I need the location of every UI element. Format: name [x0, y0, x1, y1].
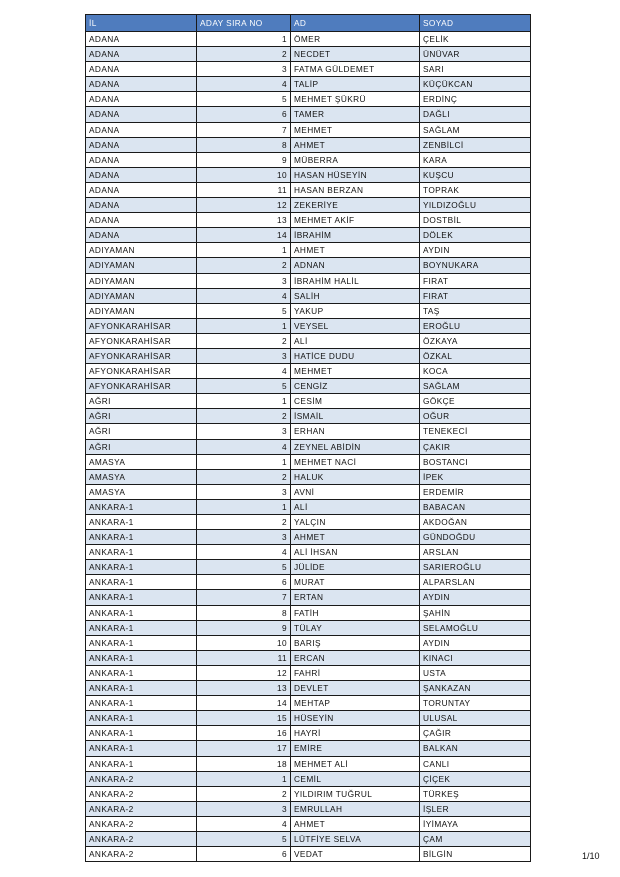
- cell-il: ANKARA-1: [86, 635, 197, 650]
- table-row: [86, 847, 531, 862]
- cell-sira-no: 4: [197, 439, 291, 454]
- cell-ad: MEHMET: [291, 122, 420, 137]
- table-row: [86, 288, 531, 303]
- table-row: [86, 650, 531, 665]
- cell-soyad: İŞLER: [420, 801, 531, 816]
- table-row: [86, 243, 531, 258]
- cell-sira-no: 3: [197, 530, 291, 545]
- table-row: [86, 786, 531, 801]
- cell-ad: HASAN BERZAN: [291, 182, 420, 197]
- cell-il: ANKARA-1: [86, 696, 197, 711]
- cell-il: ADANA: [86, 182, 197, 197]
- cell-soyad: AYDIN: [420, 243, 531, 258]
- cell-il: ADANA: [86, 137, 197, 152]
- cell-sira-no: 9: [197, 152, 291, 167]
- cell-ad: HALUK: [291, 469, 420, 484]
- cell-sira-no: 5: [197, 379, 291, 394]
- cell-ad: TÜLAY: [291, 620, 420, 635]
- table-row: [86, 213, 531, 228]
- header-soyad: SOYAD: [420, 15, 531, 32]
- table-row: [86, 801, 531, 816]
- cell-soyad: SARI: [420, 62, 531, 77]
- table-row: [86, 62, 531, 77]
- cell-sira-no: 10: [197, 167, 291, 182]
- cell-ad: NECDET: [291, 47, 420, 62]
- cell-soyad: BABACAN: [420, 499, 531, 514]
- cell-il: ANKARA-2: [86, 847, 197, 862]
- table-row: [86, 816, 531, 831]
- table-row: [86, 635, 531, 650]
- cell-soyad: SARIEROĞLU: [420, 560, 531, 575]
- cell-ad: AHMET: [291, 137, 420, 152]
- candidate-table: [85, 14, 531, 862]
- cell-sira-no: 3: [197, 348, 291, 363]
- cell-soyad: GÜNDOĞDU: [420, 530, 531, 545]
- cell-sira-no: 4: [197, 364, 291, 379]
- cell-il: ANKARA-1: [86, 665, 197, 680]
- cell-soyad: GÖKÇE: [420, 394, 531, 409]
- cell-sira-no: 3: [197, 801, 291, 816]
- cell-ad: ERTAN: [291, 590, 420, 605]
- cell-soyad: OĞUR: [420, 409, 531, 424]
- table-row: [86, 32, 531, 47]
- cell-sira-no: 2: [197, 47, 291, 62]
- cell-il: ADANA: [86, 77, 197, 92]
- cell-il: AĞRI: [86, 409, 197, 424]
- cell-ad: EMRULLAH: [291, 801, 420, 816]
- cell-sira-no: 2: [197, 786, 291, 801]
- cell-soyad: AKDOĞAN: [420, 515, 531, 530]
- cell-sira-no: 15: [197, 711, 291, 726]
- cell-soyad: KINACI: [420, 650, 531, 665]
- cell-il: ANKARA-1: [86, 681, 197, 696]
- cell-ad: FAHRİ: [291, 665, 420, 680]
- cell-soyad: DOSTBİL: [420, 213, 531, 228]
- cell-ad: TAMER: [291, 107, 420, 122]
- table-row: [86, 771, 531, 786]
- cell-soyad: ÇAM: [420, 831, 531, 846]
- cell-il: ANKARA-1: [86, 499, 197, 514]
- header-ad: AD: [291, 15, 420, 32]
- cell-sira-no: 1: [197, 243, 291, 258]
- cell-ad: AVNİ: [291, 484, 420, 499]
- table-row: [86, 333, 531, 348]
- cell-ad: MEHMET ALİ: [291, 756, 420, 771]
- cell-ad: MÜBERRA: [291, 152, 420, 167]
- cell-ad: ZEKERİYE: [291, 198, 420, 213]
- cell-soyad: FIRAT: [420, 273, 531, 288]
- table-row: [86, 198, 531, 213]
- cell-il: ANKARA-2: [86, 831, 197, 846]
- cell-ad: DEVLET: [291, 681, 420, 696]
- table-row: [86, 228, 531, 243]
- cell-soyad: ŞANKAZAN: [420, 681, 531, 696]
- cell-soyad: AYDIN: [420, 590, 531, 605]
- cell-soyad: ÜNÜVAR: [420, 47, 531, 62]
- cell-il: AFYONKARAHİSAR: [86, 348, 197, 363]
- cell-sira-no: 11: [197, 650, 291, 665]
- cell-ad: HATİCE DUDU: [291, 348, 420, 363]
- table-row: [86, 364, 531, 379]
- cell-sira-no: 6: [197, 847, 291, 862]
- header-aday-sira-no: ADAY SIRA NO: [197, 15, 291, 32]
- cell-soyad: KARA: [420, 152, 531, 167]
- cell-sira-no: 1: [197, 394, 291, 409]
- cell-ad: AHMET: [291, 816, 420, 831]
- header-row: [86, 15, 531, 32]
- table-row: [86, 273, 531, 288]
- cell-ad: İSMAİL: [291, 409, 420, 424]
- table-row: [86, 409, 531, 424]
- cell-soyad: SELAMOĞLU: [420, 620, 531, 635]
- table-row: [86, 590, 531, 605]
- cell-ad: MEHMET: [291, 364, 420, 379]
- table-row: [86, 182, 531, 197]
- table-row: [86, 620, 531, 635]
- table-row: [86, 92, 531, 107]
- cell-ad: FATMA GÜLDEMET: [291, 62, 420, 77]
- cell-ad: CEMİL: [291, 771, 420, 786]
- table-row: [86, 152, 531, 167]
- cell-soyad: DÖLEK: [420, 228, 531, 243]
- cell-ad: MURAT: [291, 575, 420, 590]
- cell-sira-no: 4: [197, 816, 291, 831]
- cell-sira-no: 14: [197, 228, 291, 243]
- cell-soyad: BALKAN: [420, 741, 531, 756]
- cell-il: ADANA: [86, 92, 197, 107]
- cell-sira-no: 16: [197, 726, 291, 741]
- cell-il: ADANA: [86, 62, 197, 77]
- cell-ad: HÜSEYİN: [291, 711, 420, 726]
- cell-sira-no: 1: [197, 771, 291, 786]
- cell-sira-no: 1: [197, 32, 291, 47]
- cell-soyad: DAĞLI: [420, 107, 531, 122]
- cell-il: ADIYAMAN: [86, 273, 197, 288]
- cell-ad: CENGİZ: [291, 379, 420, 394]
- cell-sira-no: 3: [197, 484, 291, 499]
- cell-soyad: ULUSAL: [420, 711, 531, 726]
- cell-sira-no: 13: [197, 681, 291, 696]
- cell-soyad: KUŞCU: [420, 167, 531, 182]
- cell-soyad: ERDEMİR: [420, 484, 531, 499]
- cell-il: ANKARA-1: [86, 515, 197, 530]
- cell-il: ANKARA-1: [86, 741, 197, 756]
- table-row: [86, 831, 531, 846]
- cell-soyad: CANLI: [420, 756, 531, 771]
- cell-ad: ERCAN: [291, 650, 420, 665]
- cell-sira-no: 14: [197, 696, 291, 711]
- cell-ad: YALÇIN: [291, 515, 420, 530]
- cell-il: ANKARA-1: [86, 605, 197, 620]
- cell-soyad: KÜÇÜKCAN: [420, 77, 531, 92]
- cell-soyad: ÇAĞIR: [420, 726, 531, 741]
- cell-sira-no: 5: [197, 303, 291, 318]
- cell-il: ANKARA-1: [86, 620, 197, 635]
- cell-ad: LÜTFİYE SELVA: [291, 831, 420, 846]
- cell-sira-no: 2: [197, 515, 291, 530]
- cell-ad: MEHMET NACİ: [291, 454, 420, 469]
- table-row: [86, 318, 531, 333]
- cell-sira-no: 5: [197, 831, 291, 846]
- cell-soyad: ÇELİK: [420, 32, 531, 47]
- cell-ad: AHMET: [291, 530, 420, 545]
- cell-soyad: ZENBİLCİ: [420, 137, 531, 152]
- table-row: [86, 348, 531, 363]
- cell-il: ANKARA-1: [86, 726, 197, 741]
- cell-soyad: ÖZKAYA: [420, 333, 531, 348]
- cell-il: ADANA: [86, 213, 197, 228]
- table-row: [86, 681, 531, 696]
- cell-sira-no: 3: [197, 424, 291, 439]
- cell-sira-no: 18: [197, 756, 291, 771]
- cell-sira-no: 1: [197, 318, 291, 333]
- cell-soyad: TOPRAK: [420, 182, 531, 197]
- cell-soyad: TAŞ: [420, 303, 531, 318]
- cell-ad: HAYRİ: [291, 726, 420, 741]
- cell-ad: MEHMET ŞÜKRÜ: [291, 92, 420, 107]
- table-row: [86, 303, 531, 318]
- cell-il: AFYONKARAHİSAR: [86, 364, 197, 379]
- table-row: [86, 424, 531, 439]
- cell-il: ANKARA-1: [86, 756, 197, 771]
- cell-il: ANKARA-1: [86, 575, 197, 590]
- cell-il: ANKARA-2: [86, 816, 197, 831]
- cell-il: ADIYAMAN: [86, 303, 197, 318]
- cell-sira-no: 4: [197, 288, 291, 303]
- cell-sira-no: 6: [197, 575, 291, 590]
- cell-il: ANKARA-2: [86, 771, 197, 786]
- cell-soyad: EROĞLU: [420, 318, 531, 333]
- table-row: [86, 756, 531, 771]
- cell-ad: MEHTAP: [291, 696, 420, 711]
- cell-il: ANKARA-2: [86, 786, 197, 801]
- cell-il: AFYONKARAHİSAR: [86, 333, 197, 348]
- cell-ad: SALİH: [291, 288, 420, 303]
- cell-il: AFYONKARAHİSAR: [86, 318, 197, 333]
- cell-il: ANKARA-1: [86, 711, 197, 726]
- cell-sira-no: 2: [197, 258, 291, 273]
- cell-il: ADANA: [86, 152, 197, 167]
- cell-il: ADANA: [86, 198, 197, 213]
- cell-soyad: AYDIN: [420, 635, 531, 650]
- page-number: 1/10: [582, 851, 600, 861]
- cell-il: ADANA: [86, 32, 197, 47]
- cell-soyad: ŞAHİN: [420, 605, 531, 620]
- cell-ad: YILDIRIM TUĞRUL: [291, 786, 420, 801]
- cell-il: AFYONKARAHİSAR: [86, 379, 197, 394]
- cell-sira-no: 13: [197, 213, 291, 228]
- cell-soyad: SAĞLAM: [420, 122, 531, 137]
- cell-il: AĞRI: [86, 439, 197, 454]
- cell-sira-no: 8: [197, 605, 291, 620]
- cell-soyad: KOCA: [420, 364, 531, 379]
- table-row: [86, 379, 531, 394]
- table-row: [86, 258, 531, 273]
- table-row: [86, 605, 531, 620]
- cell-il: ADANA: [86, 122, 197, 137]
- cell-il: ADIYAMAN: [86, 288, 197, 303]
- cell-sira-no: 9: [197, 620, 291, 635]
- cell-soyad: SAĞLAM: [420, 379, 531, 394]
- table-row: [86, 107, 531, 122]
- cell-soyad: FIRAT: [420, 288, 531, 303]
- cell-il: ADANA: [86, 47, 197, 62]
- table-row: [86, 665, 531, 680]
- cell-sira-no: 2: [197, 409, 291, 424]
- table-row: [86, 394, 531, 409]
- cell-sira-no: 12: [197, 665, 291, 680]
- cell-soyad: ERDİNÇ: [420, 92, 531, 107]
- cell-il: ANKARA-2: [86, 801, 197, 816]
- cell-sira-no: 12: [197, 198, 291, 213]
- cell-ad: ALİ: [291, 499, 420, 514]
- cell-ad: HASAN HÜSEYİN: [291, 167, 420, 182]
- table-row: [86, 711, 531, 726]
- table-row: [86, 454, 531, 469]
- cell-ad: TALİP: [291, 77, 420, 92]
- cell-ad: İBRAHİM: [291, 228, 420, 243]
- cell-sira-no: 4: [197, 545, 291, 560]
- cell-soyad: ALPARSLAN: [420, 575, 531, 590]
- table-row: [86, 484, 531, 499]
- cell-ad: YAKUP: [291, 303, 420, 318]
- cell-soyad: TENEKECİ: [420, 424, 531, 439]
- cell-sira-no: 11: [197, 182, 291, 197]
- cell-soyad: BİLGİN: [420, 847, 531, 862]
- cell-soyad: ÇİÇEK: [420, 771, 531, 786]
- cell-il: AMASYA: [86, 454, 197, 469]
- cell-il: ANKARA-1: [86, 545, 197, 560]
- cell-il: AMASYA: [86, 469, 197, 484]
- table-row: [86, 469, 531, 484]
- cell-il: ADIYAMAN: [86, 258, 197, 273]
- cell-sira-no: 10: [197, 635, 291, 650]
- cell-soyad: İPEK: [420, 469, 531, 484]
- cell-ad: CESİM: [291, 394, 420, 409]
- cell-ad: FATİH: [291, 605, 420, 620]
- cell-sira-no: 17: [197, 741, 291, 756]
- cell-soyad: ÖZKAL: [420, 348, 531, 363]
- cell-ad: BARIŞ: [291, 635, 420, 650]
- cell-soyad: ARSLAN: [420, 545, 531, 560]
- table-row: [86, 515, 531, 530]
- cell-sira-no: 3: [197, 273, 291, 288]
- cell-soyad: USTA: [420, 665, 531, 680]
- cell-soyad: TORUNTAY: [420, 696, 531, 711]
- cell-il: ANKARA-1: [86, 560, 197, 575]
- cell-sira-no: 6: [197, 107, 291, 122]
- table-row: [86, 530, 531, 545]
- cell-ad: ZEYNEL ABİDİN: [291, 439, 420, 454]
- table-row: [86, 137, 531, 152]
- cell-sira-no: 3: [197, 62, 291, 77]
- cell-il: ANKARA-1: [86, 590, 197, 605]
- table-row: [86, 560, 531, 575]
- cell-sira-no: 1: [197, 499, 291, 514]
- cell-soyad: YILDIZOĞLU: [420, 198, 531, 213]
- cell-soyad: BOYNUKARA: [420, 258, 531, 273]
- cell-soyad: İYİMAYA: [420, 816, 531, 831]
- table-row: [86, 167, 531, 182]
- cell-il: ANKARA-1: [86, 530, 197, 545]
- cell-sira-no: 7: [197, 122, 291, 137]
- cell-il: ADIYAMAN: [86, 243, 197, 258]
- table-row: [86, 122, 531, 137]
- table-row: [86, 726, 531, 741]
- cell-soyad: TÜRKEŞ: [420, 786, 531, 801]
- cell-sira-no: 2: [197, 333, 291, 348]
- cell-ad: İBRAHİM HALİL: [291, 273, 420, 288]
- table-row: [86, 47, 531, 62]
- table-row: [86, 545, 531, 560]
- cell-il: ADANA: [86, 107, 197, 122]
- cell-ad: VEYSEL: [291, 318, 420, 333]
- table-row: [86, 741, 531, 756]
- cell-ad: ERHAN: [291, 424, 420, 439]
- cell-sira-no: 5: [197, 560, 291, 575]
- cell-ad: EMİRE: [291, 741, 420, 756]
- table-row: [86, 696, 531, 711]
- cell-sira-no: 8: [197, 137, 291, 152]
- cell-sira-no: 1: [197, 454, 291, 469]
- cell-ad: AHMET: [291, 243, 420, 258]
- cell-sira-no: 4: [197, 77, 291, 92]
- cell-il: AMASYA: [86, 484, 197, 499]
- cell-ad: MEHMET AKİF: [291, 213, 420, 228]
- cell-il: ANKARA-1: [86, 650, 197, 665]
- cell-il: AĞRI: [86, 424, 197, 439]
- cell-soyad: ÇAKIR: [420, 439, 531, 454]
- table-row: [86, 77, 531, 92]
- cell-ad: ADNAN: [291, 258, 420, 273]
- table-row: [86, 499, 531, 514]
- header-il: İL: [86, 15, 197, 32]
- table-row: [86, 439, 531, 454]
- cell-il: ADANA: [86, 228, 197, 243]
- cell-sira-no: 7: [197, 590, 291, 605]
- cell-ad: VEDAT: [291, 847, 420, 862]
- cell-ad: ALİ İHSAN: [291, 545, 420, 560]
- cell-ad: JÜLİDE: [291, 560, 420, 575]
- cell-ad: ALİ: [291, 333, 420, 348]
- cell-soyad: BOSTANCI: [420, 454, 531, 469]
- cell-il: ADANA: [86, 167, 197, 182]
- table-row: [86, 575, 531, 590]
- cell-ad: ÖMER: [291, 32, 420, 47]
- cell-sira-no: 2: [197, 469, 291, 484]
- cell-sira-no: 5: [197, 92, 291, 107]
- cell-il: AĞRI: [86, 394, 197, 409]
